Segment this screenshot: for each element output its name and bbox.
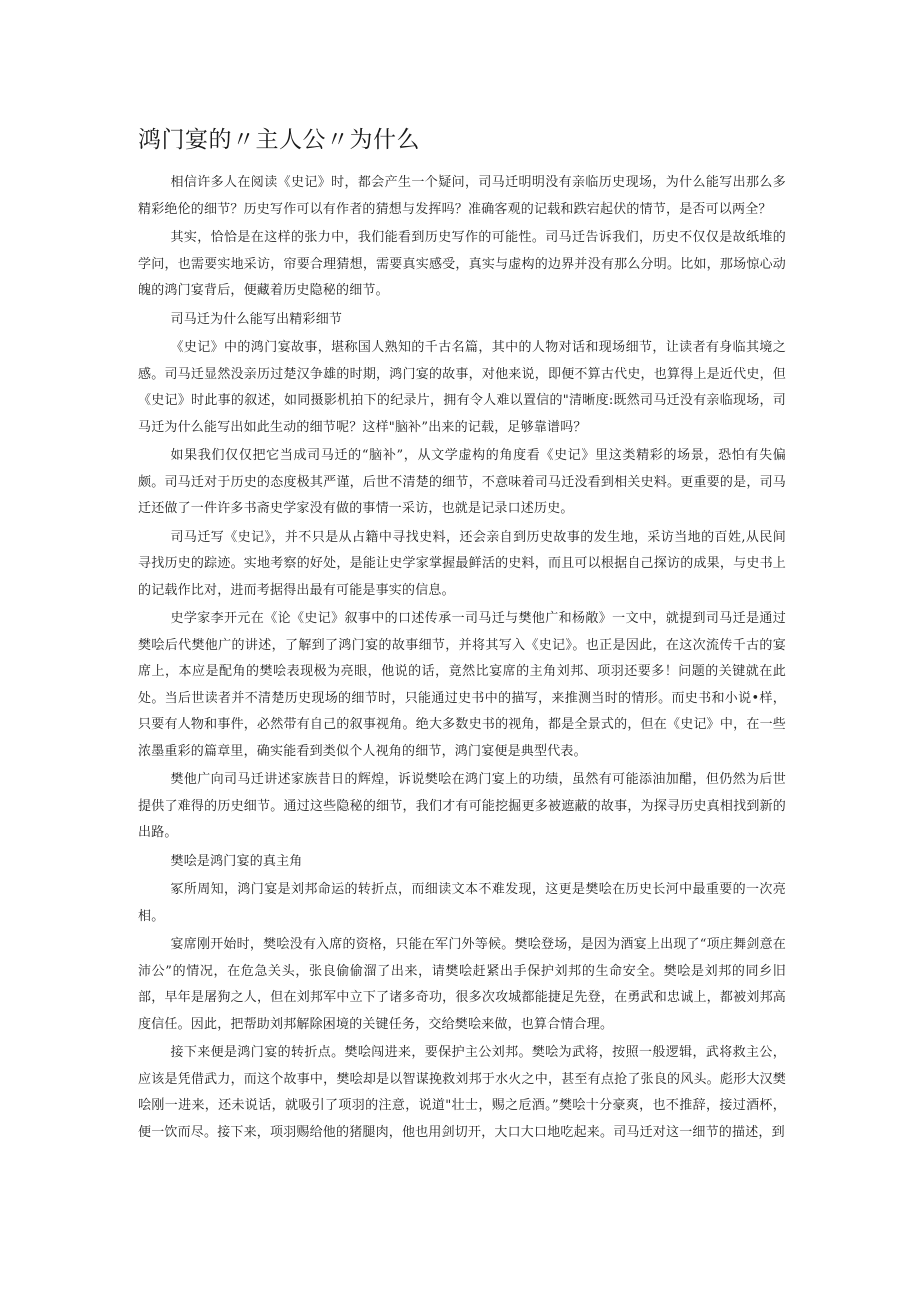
section-heading: 樊哙是鸿门宴的真主角 [170, 853, 303, 869]
paragraph: 如果我们仅仅把它当成司马迁的“脑补”，从文学虚构的角度看《史记》里这类精彩的场景，恐怕有失偏颇。司马迁对于历史的态度极其严谨，后世不清楚的细节，不意味着司马迁没看到相关史料。更重要的是，司马迁还做了一件许多书斋史学家没有做的事情一采访，也就是记录口述历史。 [138, 448, 786, 516]
paragraph: 冢所周知，鸿门宴是刘邦命运的转折点，而细读文本不难发现，这更是樊哙在历史长河中最重要的一次亮相。 [138, 882, 786, 924]
document-page [138, 124, 786, 1146]
section-heading: 司马迁为什么能写出精彩细节 [170, 311, 343, 327]
paragraph: 史学家李开元在《论《史记》叙事中的口述传承一司马迁与樊他广和杨敞》一文中，就提到司马迁是通过樊哙后代樊他广的讲述，了解到了鸿门宴的故事细节，并将其写入《史记》。也正是因此，在这次流传千古的宴席上，本应是配角的樊哙表现极为亮眼，他说的话，竟然比宴席的主角刘邦、项羽还要多！问题的关键就在此处。当后世读者并不清楚历史现场的细节时，只能通过史书中的描写，来推测当时的情形。而史书和小说•样，只要有人物和事件，必然带有自己的叙事视角。绝大多数史书的视角，都是全景式的，但在《史记》中，在一些浓墨重彩的篇章里，确实能看到类似个人视角的细节，鸿门宴便是典型代表。 [138, 611, 786, 759]
paragraph: 其实，恰恰是在这样的张力中，我们能看到历史写作的可能性。司马迁告诉我们，历史不仅仅是故纸堆的学问，也需要实地采访，帘要合理猜想，需要真实感受，真实与虚构的边界并没有那么分明。比如，那场惊心动魄的鸿门宴背后，便藏着历史隐秘的细节。 [138, 230, 786, 298]
paragraph: 相信许多人在阅读《史记》时，都会产生一个疑问，司马迁明明没有亲临历史现场，为什么能写出那么多精彩绝伦的细节？历史写作可以有作者的猜想与发挥吗？准确客观的记载和跌宕起伏的情节，是否可以两全？ [138, 175, 786, 217]
paragraph: 司马迁写《史记》，并不只是从占籍中寻找史料，还会亲自到历史故事的发生地，采访当地的百姓,从民间寻找历史的踪迹。实地考察的好处，是能让史学家掌握最鲜活的史料，而且可以根据自己探访的成果，与史书上的记载作比对，进而考据得出最有可能是事实的信息。 [138, 529, 786, 598]
paragraph: 宴席刚开始时，樊哙没有入席的资格，只能在军门外等候。樊哙登场，是因为酒宴上出现了“项庄舞剑意在沛公”的情况，在危急关头，张良偷偷溜了出来，请樊哙赶紧出手保护刘邦的生命安全。樊哙是刘邦的同乡旧部，早年是屠狗之人，但在刘邦军中立下了诸多奇功，很多次攻城都能捷足先登，在勇武和忠诚上，都被刘邦高度信任。因此，把帮助刘邦解除困境的关键任务，交给樊哙来做，也算合情合理。 [138, 937, 786, 1032]
paragraph: 接下来便是鸿门宴的转折点。樊哙闯进来，要保护主公刘邦。樊哙为武将，按照一般逻辑，武将救主公，应该是凭借武力，而这个故事中，樊哙却是以智谋挽救刘邦于水火之中，甚至有点抢了张良的风头。彪形大汉樊哙刚一进来，还未说话，就吸引了项羽的注意，说道"壮士，赐之卮酒。”樊哙十分豪爽，也不推辞，接过酒杯，便一饮而尽。接下来，项羽赐给他的猪腿肉，他也用剑切开，大口大口地吃起来。司马迁对这一细节的描述，到 [138, 1045, 786, 1140]
document-title: 鸿门宴的〃主人公〃为什么 [138, 127, 420, 153]
paragraph: 《史记》中的鸿门宴故事，堪称国人熟知的千古名篇，其中的人物对话和现场细节，让读者有身临其境之感。司马迁显然没亲历过楚汉争雄的时期，鸿门宴的故事，对他来说，即便不算古代史，也算得上是近代史，但《史记》时此事的叙述，如同摄影机拍下的纪录片，拥有令人难以置信的"清晰度:既然司马迁没有亲临现场，司马迁为什么能写出如此生动的细节呢？这样"脑补”出来的记载，足够靠谱吗？ [138, 340, 786, 435]
paragraph: 樊他广向司马迁讲述家族昔日的辉煌，诉说樊哙在鸿门宴上的功绩，虽然有可能添油加醋，但仍然为后世提供了难得的历史细节。通过这些隐秘的细节，我们才有可能挖掘更多被遮蔽的故事，为探寻历史真相找到新的出路。 [138, 772, 786, 840]
